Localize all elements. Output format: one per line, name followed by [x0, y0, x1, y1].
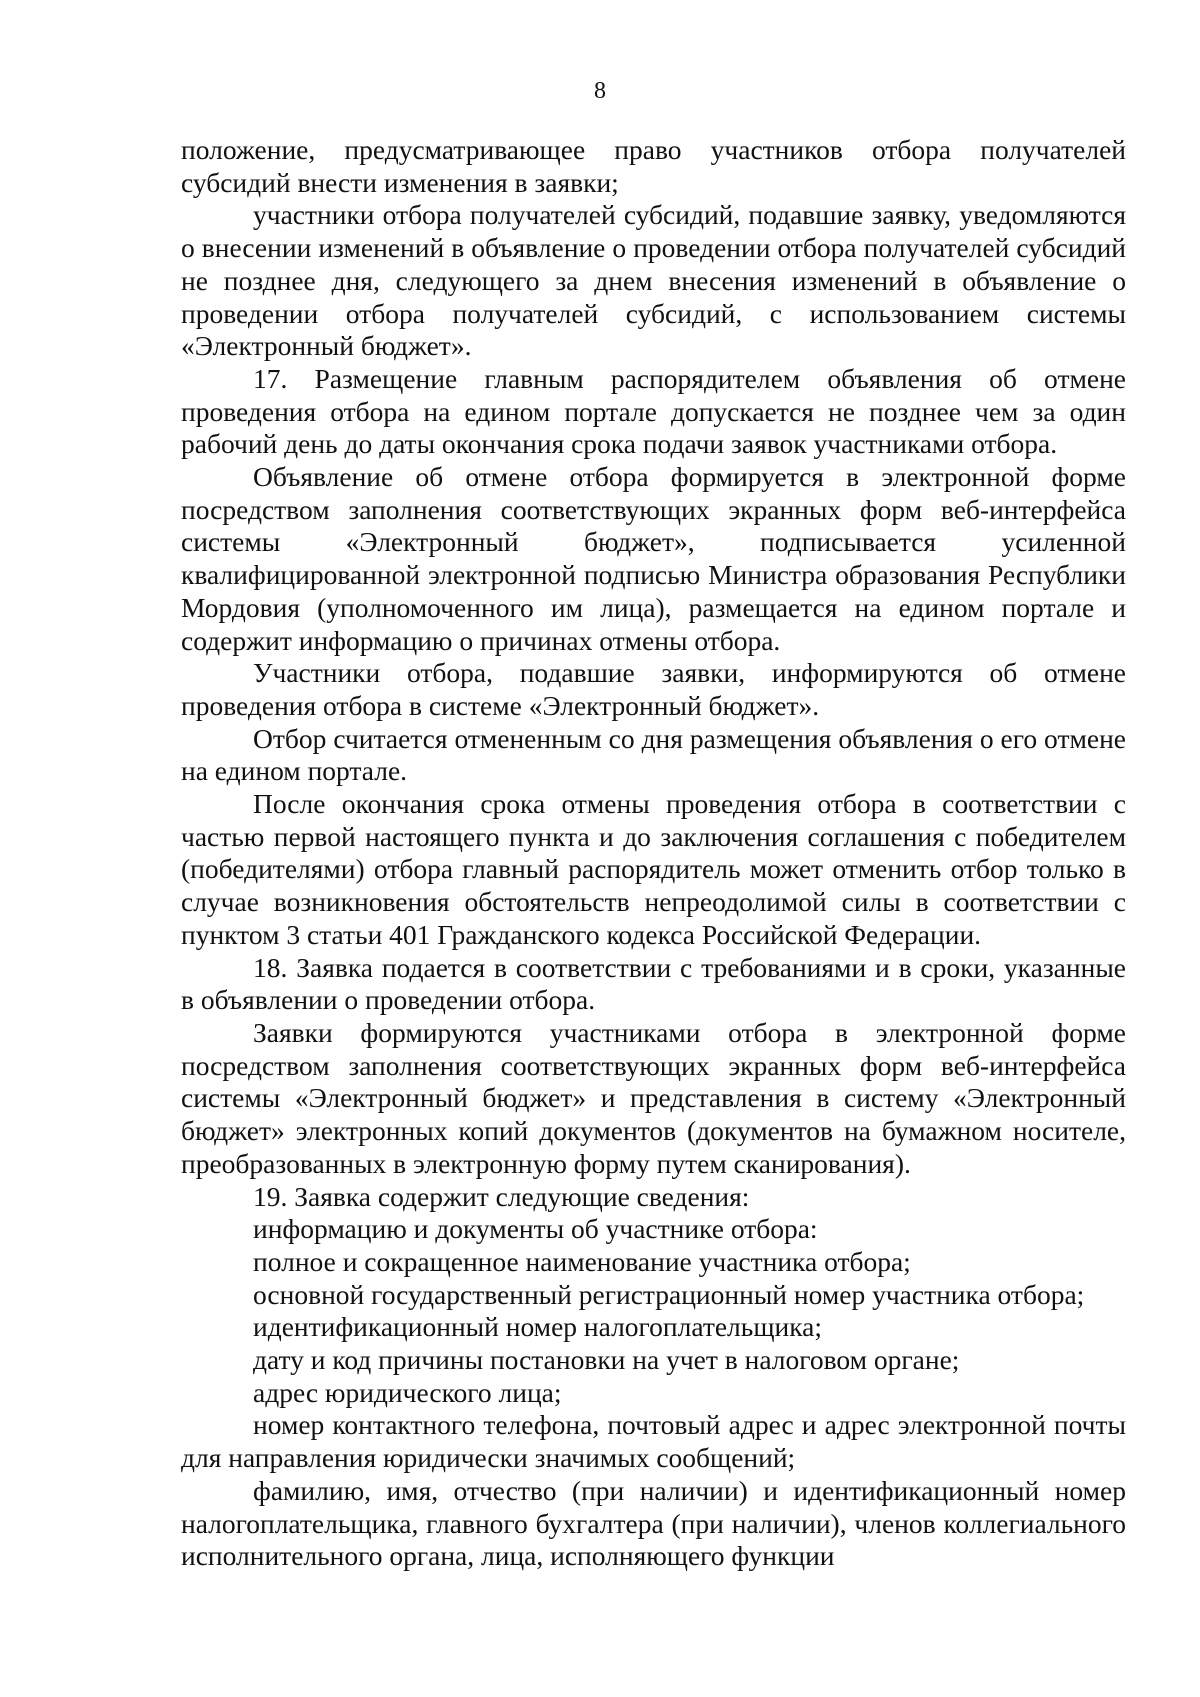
paragraph-application-forming: Заявки формируются участниками отбора в электронной форме посредством заполнения соответствующих экранных форм веб-интерфейса системы «Электронный бюджет» и представления в систему «Электронный бюджет» электронных копий документов (документов на бумажном носителе, преобразованных в электронную форму путем сканирования).: [181, 1016, 1126, 1179]
paragraph-cancelled-date: Отбор считается отмененным со дня размещения объявления о его отмене на едином портале.: [181, 722, 1126, 787]
paragraph-cancellation-announcement: Объявление об отмене отбора формируется в электронной форме посредством заполнения соответствующих экранных форм веб-интерфейса системы «Электронный бюджет», подписывается усиленной квалифицированной электронной подписью Министра образования Республики Мордовия (уполномоченного им лица), размещается на едином портале и содержит информацию о причинах отмены отбора.: [181, 461, 1126, 656]
paragraph-participants-informed: Участники отбора, подавшие заявки, информируются об отмене проведения отбора в системе «Электронный бюджет».: [181, 657, 1126, 721]
paragraph-item-18: 18. Заявка подается в соответствии с требованиями и в сроки, указанные в объявлении о проведении отбора.: [181, 951, 1126, 1016]
paragraph-item-19: 19. Заявка содержит следующие сведения:: [253, 1180, 750, 1212]
list-item-inn: идентификационный номер налогоплательщика;: [253, 1311, 823, 1343]
list-item-legal-address: адрес юридического лица;: [253, 1376, 562, 1408]
page-number: 8: [594, 78, 606, 104]
document-body: [181, 134, 1126, 1573]
list-item-ogrn: основной государственный регистрационный номер участника отбора;: [253, 1278, 1085, 1310]
paragraph-continuation: положение, предусматривающее право участников отбора получателей субсидий внести изменения в заявки;: [181, 134, 1126, 198]
paragraph-item-17: 17. Размещение главным распорядителем объявления об отмене проведения отбора на едином портале допускается не позднее чем за один рабочий день до даты окончания срока подачи заявок участниками отбора.: [181, 362, 1126, 460]
list-item-participant-info: информацию и документы об участнике отбора:: [253, 1213, 818, 1245]
paragraph-notification: участники отбора получателей субсидий, подавшие заявку, уведомляются о внесении изменений в объявление о проведении отбора получателей субсидий не позднее дня, следующего за днем внесения изменений в объявление о проведении отбора получателей субсидий, с использованием системы «Электронный бюджет».: [181, 199, 1126, 362]
list-item-name: полное и сокращенное наименование участника отбора;: [253, 1245, 911, 1277]
list-item-contacts: номер контактного телефона, почтовый адрес и адрес электронной почты для направления юридически значимых сообщений;: [181, 1409, 1126, 1474]
list-item-persons: фамилию, имя, отчество (при наличии) и идентификационный номер налогоплательщика, главного бухгалтера (при наличии), членов коллегиального исполнительного органа, лица, исполняющего функции: [181, 1474, 1126, 1572]
list-item-tax-registration: дату и код причины постановки на учет в налоговом органе;: [253, 1344, 960, 1376]
paragraph-force-majeure: После окончания срока отмены проведения отбора в соответствии с частью первой настоящего пункта и до заключения соглашения с победителем (победителями) отбора главный распорядитель может отменить отбор только в случае возникновения обстоятельств непреодолимой силы в соответствии с пунктом 3 статьи 401 Гражданского кодекса Российской Федерации.: [181, 788, 1126, 950]
